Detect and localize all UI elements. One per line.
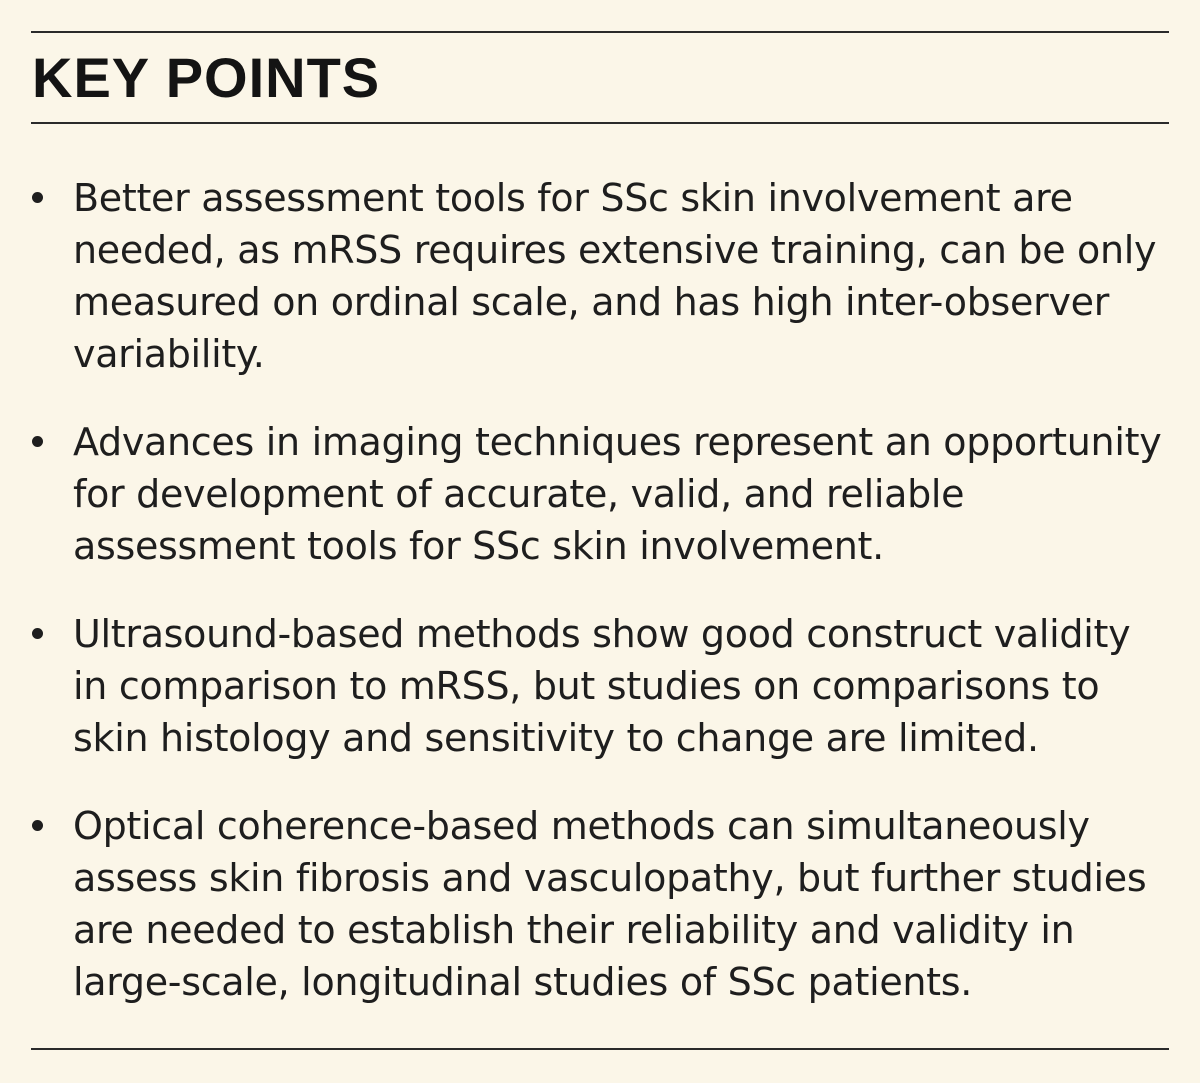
key-point-item	[32, 800, 1168, 1008]
bottom-rule	[31, 1048, 1169, 1050]
bullet-icon	[32, 436, 43, 447]
key-point-text: Optical coherence-based methods can simultaneously assess skin fibrosis and vasculopathy, but further studies are needed to establish their reliability and validity in large-scale, longitudinal studies of SSc patients.	[73, 804, 1147, 1004]
key-points-title: KEY POINTS	[32, 46, 381, 109]
title-underline-rule	[31, 122, 1169, 124]
key-point-text: Ultrasound-based methods show good construct validity in comparison to mRSS, but studies on comparisons to skin histology and sensitivity to change are limited.	[73, 612, 1131, 760]
key-point-text: Better assessment tools for SSc skin involvement are needed, as mRSS requires extensive training, can be only measured on ordinal scale, and has high inter-observer variability.	[73, 176, 1157, 376]
bullet-icon	[32, 192, 43, 203]
key-point-text: Advances in imaging techniques represent an opportunity for development of accurate, valid, and reliable assessment tools for SSc skin involvement.	[73, 420, 1162, 568]
bullet-icon	[32, 628, 43, 639]
bullet-icon	[32, 820, 43, 831]
key-point-item	[32, 416, 1168, 572]
key-points-list	[32, 172, 1168, 1008]
key-point-item	[32, 172, 1168, 380]
top-rule	[31, 31, 1169, 33]
key-point-item	[32, 608, 1168, 764]
